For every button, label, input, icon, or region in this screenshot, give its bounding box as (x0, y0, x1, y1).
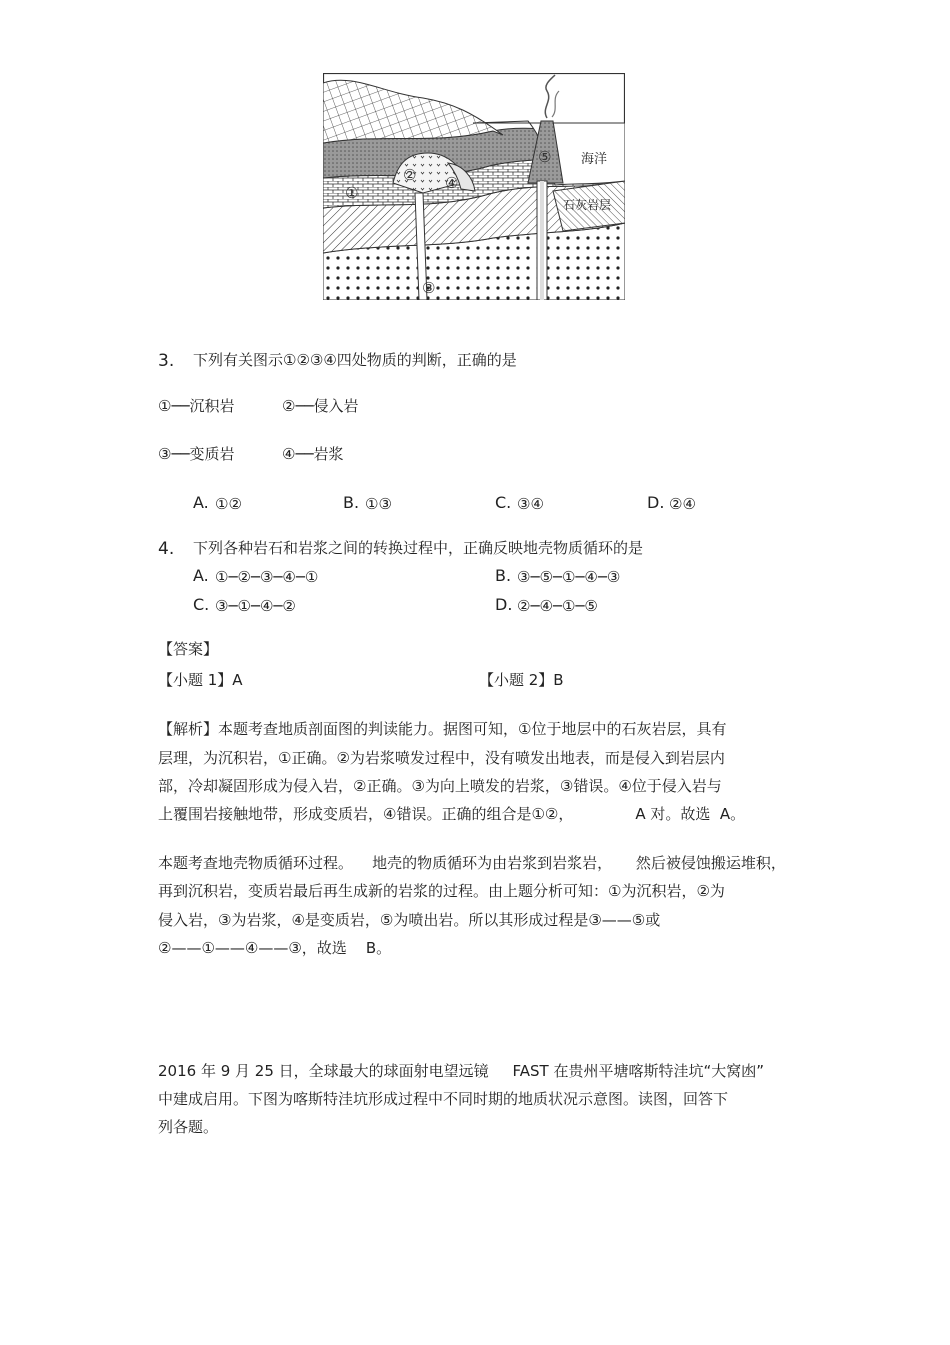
analysis1-line-4: 上覆围岩接触地带，形成变质岩，④错误。正确的组合是①②， A 对。故选 A。 (158, 805, 746, 823)
analysis1-line-3: 部，冷却凝固形成为侵入岩，②正确。③为向上喷发的岩浆，③错误。④位于侵入岩与 (158, 777, 722, 795)
q3-stem: 下列有关图示①②③④四处物质的判断，正确的是 (193, 351, 517, 369)
q4-number: 4. (158, 539, 175, 559)
answer-sub-1: 【小题 1】A (158, 671, 243, 689)
intro-line-2: 中建成启用。下图为喀斯特洼坑形成过程中不同时期的地质状况示意图。读图，回答下 (158, 1090, 729, 1108)
q3-item-4: ④──岩浆 (282, 445, 344, 463)
answer-sub-2: 【小题 2】B (479, 671, 564, 689)
label-c5: ⑤ (538, 148, 552, 166)
q3-option-c-text: ③④ (517, 495, 544, 513)
analysis2-line-1: 本题考查地壳物质循环过程。 地壳的物质循环为由岩浆到岩浆岩， 然后被侵蚀搬运堆积， (158, 854, 786, 872)
q4-option-b-text: ③─⑤─①─④─③ (517, 568, 621, 586)
label-c3: ③ (422, 279, 436, 297)
answer-heading: 【答案】 (158, 640, 219, 658)
label-c4: ④ (445, 174, 459, 192)
geology-cross-section-figure (323, 73, 625, 300)
analysis1-line-2: 层理，为沉积岩，①正确。②为岩浆喷发过程中，没有喷发出地表，而是侵入到岩层内 (158, 749, 725, 767)
q3-option-d-letter: D. (647, 493, 665, 512)
q4-option-b-letter: B. (495, 566, 512, 585)
q3-item-3: ③──变质岩 (158, 445, 235, 463)
q3-item-1: ①──沉积岩 (158, 397, 235, 415)
q4-option-c-letter: C. (193, 595, 210, 614)
q4-option-a-text: ①─②─③─④─① (215, 568, 319, 586)
q4-stem: 下列各种岩石和岩浆之间的转换过程中，正确反映地壳物质循环的是 (193, 539, 644, 557)
q4-option-d-text: ②─④─①─⑤ (517, 597, 598, 615)
label-limestone: 石灰岩层 (563, 198, 612, 212)
q3-number: 3. (158, 351, 175, 371)
q3-option-b-text: ①③ (365, 495, 392, 513)
q3-option-d-text: ②④ (669, 495, 696, 513)
analysis1-line-1: 【解析】本题考查地质剖面图的判读能力。据图可知，①位于地层中的石灰岩层，具有 (158, 720, 727, 738)
intro-line-3: 列各题。 (158, 1118, 219, 1136)
label-ocean: 海洋 (581, 152, 608, 167)
analysis2-line-3: 侵入岩，③为岩浆，④是变质岩，⑤为喷出岩。所以其形成过程是③——⑤或 (158, 911, 661, 929)
q4-option-d-letter: D. (495, 595, 513, 614)
label-c2: ② (403, 166, 417, 184)
intro-line-1: 2016 年 9 月 25 日，全球最大的球面射电望远镜 FAST 在贵州平塘喀斯特洼坑“大窝凼” (158, 1062, 764, 1080)
analysis2-line-2: 再到沉积岩，变质岩最后再生成新的岩浆的过程。由上题分析可知：①为沉积岩，②为 (158, 882, 725, 900)
q3-option-a-text: ①② (215, 495, 242, 513)
label-c1: ① (345, 184, 359, 202)
q3-item-2: ②──侵入岩 (282, 397, 359, 415)
q4-option-a-letter: A. (193, 566, 209, 585)
analysis2-line-4: ②——①——④——③，故选 B。 (158, 939, 392, 957)
q4-option-c-text: ③─①─④─② (215, 597, 296, 615)
q3-option-a-letter: A. (193, 493, 209, 512)
q3-option-b-letter: B. (343, 493, 360, 512)
q3-option-c-letter: C. (495, 493, 512, 512)
